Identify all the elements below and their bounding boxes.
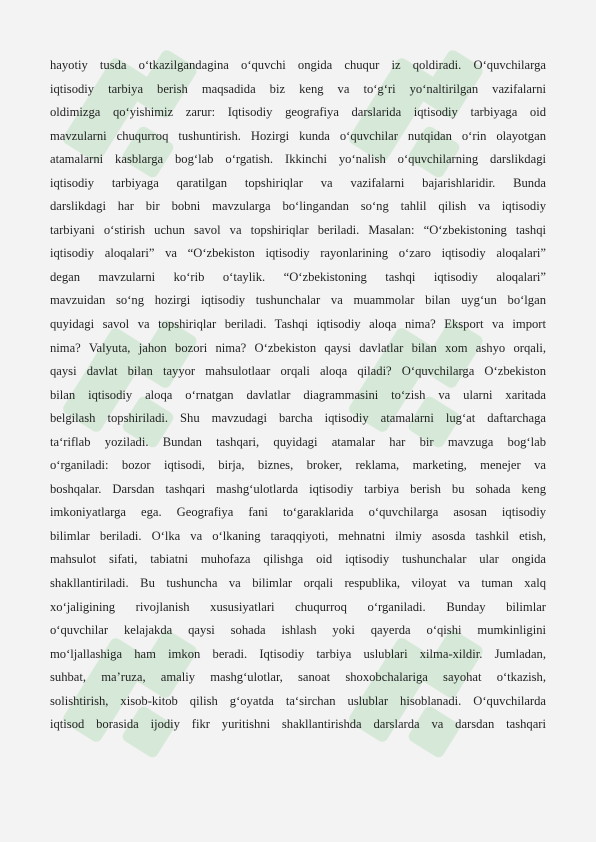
text-line: darslikdagi har bir bobni mavzularga bo‘lingandan so‘ng tahlil qilish va iqtisodiy xyxy=(50,199,546,214)
text-line: suhbat, ma’ruza, amaliy mashg‘ulotlar, sanoat shoxobchalariga sayohat o‘tkazish, xyxy=(50,670,546,685)
text-line: o‘rganiladi: bozor iqtisodi, birja, biznes, broker, reklama, marketing, menejer va xyxy=(50,458,546,473)
text-line: bilan iqtisodiy aloqa o‘rnatgan davlatlar diagrammasini to‘zish va ularni xaritada xyxy=(50,387,546,402)
text-line: degan mavzularni ko‘rib o‘taylik. “O‘zbekistoning tashqi iqtisodiy aloqalari” xyxy=(50,269,546,284)
text-line: iqtisodiy tarbiya berish maqsadida biz keng va to‘g‘ri yo‘naltirilgan vazifalarni xyxy=(50,81,546,96)
text-line: o‘quvchilar kelajakda qaysi sohada ishlash yoki qayerda o‘qishi mumkinligini xyxy=(50,623,546,638)
text-line: nima? Valyuta, jahon bozori nima? O‘zbekiston qaysi davlatlar bilan xom ashyo orqali, xyxy=(50,340,546,355)
body-text xyxy=(50,54,546,737)
text-line: mo‘ljallashiga ham imkon beradi. Iqtisodiy tarbiya uslublari xilma-xildir. Jumladan, xyxy=(50,646,546,661)
text-line: qaysi davlat bilan tayyor mahsulotlaar orqali aloqa qiladi? O‘quvchilarga O‘zbekiston xyxy=(50,364,546,379)
text-line: xo‘jaligining rivojlanish xususiyatlari chuqurroq o‘rganiladi. Bunday bilimlar xyxy=(50,599,546,614)
text-line: quyidagi savol va topshiriqlar beriladi. Tashqi iqtisodiy aloqa nima? Eksport va import xyxy=(50,317,546,332)
text-line: mavzularni chuqurroq tushuntirish. Hozirgi kunda o‘quvchilar nutqidan o‘rin olayotgan xyxy=(50,128,546,143)
text-line: atamalarni kasblarga bog‘lab o‘rgatish. Ikkinchi yo‘nalish o‘quvchilarning darslikdagi xyxy=(50,152,546,167)
text-line: mahsulot sifati, tabiatni muhofaza qilishga oid iqtisodiy tushunchalar ular ongida xyxy=(50,552,546,567)
text-line: solishtirish, xisob-kitob qilish g‘oyatda ta‘sirchan uslublar hisoblanadi. O‘quvchilarda xyxy=(50,693,546,708)
text-line: boshqalar. Darsdan tashqari mashg‘ulotlarda iqtisodiy tarbiya berish bu sohada keng xyxy=(50,481,546,496)
text-line: bilimlar beriladi. O‘lka va o‘lkaning taraqqiyoti, mehnatni ilmiy asosda tashkil etish, xyxy=(50,528,546,543)
text-line: ta‘riflab yoziladi. Bundan tashqari, quyidagi atamalar har bir mavzuga bog‘lab xyxy=(50,434,546,449)
text-line: tarbiyani o‘stirish uchun savol va topshiriqlar beriladi. Masalan: “O‘zbekistoning tashqi xyxy=(50,222,546,237)
text-line: iqtisodiy tarbiyaga qaratilgan topshiriqlar va vazifalarni bajarishlaridir. Bunda xyxy=(50,175,546,190)
text-line: belgilash topshiriladi. Shu mavzudagi barcha iqtisodiy atamalarni lug‘at daftarchaga xyxy=(50,411,546,426)
text-line: imkoniyatlarga ega. Geografiya fani to‘garaklarida o‘quvchilarga asosan iqtisodiy xyxy=(50,505,546,520)
text-line: shakllantiriladi. Bu tushuncha va bilimlar orqali respublika, viloyat va tuman xalq xyxy=(50,576,546,591)
text-line: oldimizga qo‘yishimiz zarur: Iqtisodiy geografiya darslarida iqtisodiy tarbiyaga oid xyxy=(50,105,546,120)
text-line: iqtisod borasida ijodiy fikr yuritishni shakllantirishda darslarda va darsdan tashqari xyxy=(50,717,546,732)
text-line: hayotiy tusda o‘tkazilgandagina o‘quvchi ongida chuqur iz qoldiradi. O‘quvchilarga xyxy=(50,58,546,72)
text-line: mavzuidan so‘ng hozirgi iqtisodiy tushunchalar va muammolar bilan uyg‘un bo‘lgan xyxy=(50,293,546,308)
text-line: iqtisodiy aloqalari” va “O‘zbekiston iqtisodiy rayonlarining o‘zaro iqtisodiy aloqalari” xyxy=(50,246,546,261)
